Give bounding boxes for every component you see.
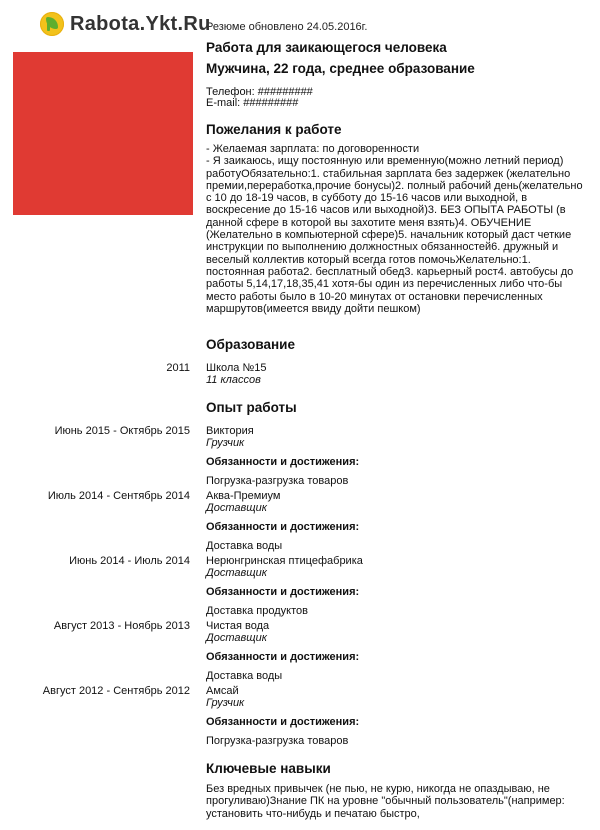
company-name: Чистая вода [206,620,270,633]
position-title: Грузчик [206,697,245,710]
position-title: Грузчик [206,437,245,450]
experience-item [0,620,600,682]
experience-section [0,400,600,747]
skills-heading: Ключевые навыки [206,761,331,777]
duties-text: Погрузка-разгрузка товаров [206,735,349,748]
resume-header [206,21,591,315]
profile-photo-placeholder [13,52,193,215]
education-level: 11 классов [206,374,261,387]
company-name: Виктория [206,425,254,438]
position-title: Доставщик [206,632,267,645]
duties-text: Доставка воды [206,540,283,553]
experience-period: Июнь 2015 - Октябрь 2015 [54,425,190,438]
experience-item [0,685,600,747]
logo-text: Rabota.Ykt.Ru [70,12,211,35]
experience-item [0,555,600,617]
position-title: Доставщик [206,567,267,580]
duties-label: Обязанности и достижения: [206,521,360,534]
education-heading: Образование [206,337,295,353]
experience-period: Июнь 2014 - Июль 2014 [69,555,190,568]
resume-subtitle: Мужчина, 22 года, среднее образование [206,61,475,76]
leaf-logo-icon [40,12,64,36]
company-name: Нерюнгринская птицефабрика [206,555,363,568]
email: E-mail: ######### [206,97,299,109]
company-name: Аква-Премиум [206,490,281,503]
school-name: Школа №15 [206,362,267,375]
contacts [206,87,591,109]
duties-text: Доставка воды [206,670,283,683]
phone: Телефон: ######### [206,86,313,98]
experience-period: Август 2012 - Сентябрь 2012 [42,685,190,698]
skills-text: Без вредных привычек (не пью, не курю, никогда не опаздываю, не прогуливаю)Знание ПК на уровне "обычный пользователь"(например: установить что-нибудь и печатаю быстро, [206,783,565,820]
duties-label: Обязанности и достижения: [206,651,360,664]
duties-text: Доставка продуктов [206,605,308,618]
duties-label: Обязанности и достижения: [206,586,360,599]
updated-date: Резюме обновлено 24.05.2016г. [206,21,368,33]
salary: - Желаемая зарплата: по договоренности [206,143,420,155]
duties-label: Обязанности и достижения: [206,456,360,469]
duties-text: Погрузка-разгрузка товаров [206,475,349,488]
wishes-body [206,143,591,315]
education-item [0,362,600,386]
position-title: Доставщик [206,502,267,515]
company-name: Амсай [206,685,239,698]
duties-label: Обязанности и достижения: [206,716,360,729]
experience-item [0,490,600,552]
site-logo[interactable] [40,12,211,36]
wishes-heading: Пожелания к работе [206,122,342,137]
experience-heading: Опыт работы [206,400,297,416]
experience-period: Август 2013 - Ноябрь 2013 [53,620,190,633]
skills-section [0,761,600,820]
education-section [0,337,600,386]
resume-title: Работа для заикающегося человека [206,40,447,55]
education-year: 2011 [166,362,190,375]
experience-period: Июль 2014 - Сентябрь 2014 [47,490,190,503]
experience-item [0,425,600,487]
wishes-text: - Я заикаюсь, ищу постоянную или временную(можно летний период) работуОбязательно:1. стабильная зарплата без задержек (желательно премии,переработка,прочие бонусы)2. полный рабочий день(желательно с 10 до 18-19 часов, в субботу до 15-16 часов или выходной, в воскресение до 15-16 часов или выходной)3. БЕЗ ОПЫТА РАБОТЫ (в данной сфере в которой вы захотите меня взять)4. ОБУЧЕНИЕ (Желательно в компьютерной сфере)5. начальник который даст четкие инструкции по выполнению должностных обязанностей6. дружный и веселый коллектив который всегда готов помочьЖелательно:1. постоянная работа2. бесплатный обед3. карьерный рост4. автобусы до работы 5,14,17,18,35,41 хотя-бы один из перечисленных либо что-бы место работы было в 10-20 минутах от остановки перечисленных маршрутов(имеется ввиду дойти пешком) [206,155,583,315]
